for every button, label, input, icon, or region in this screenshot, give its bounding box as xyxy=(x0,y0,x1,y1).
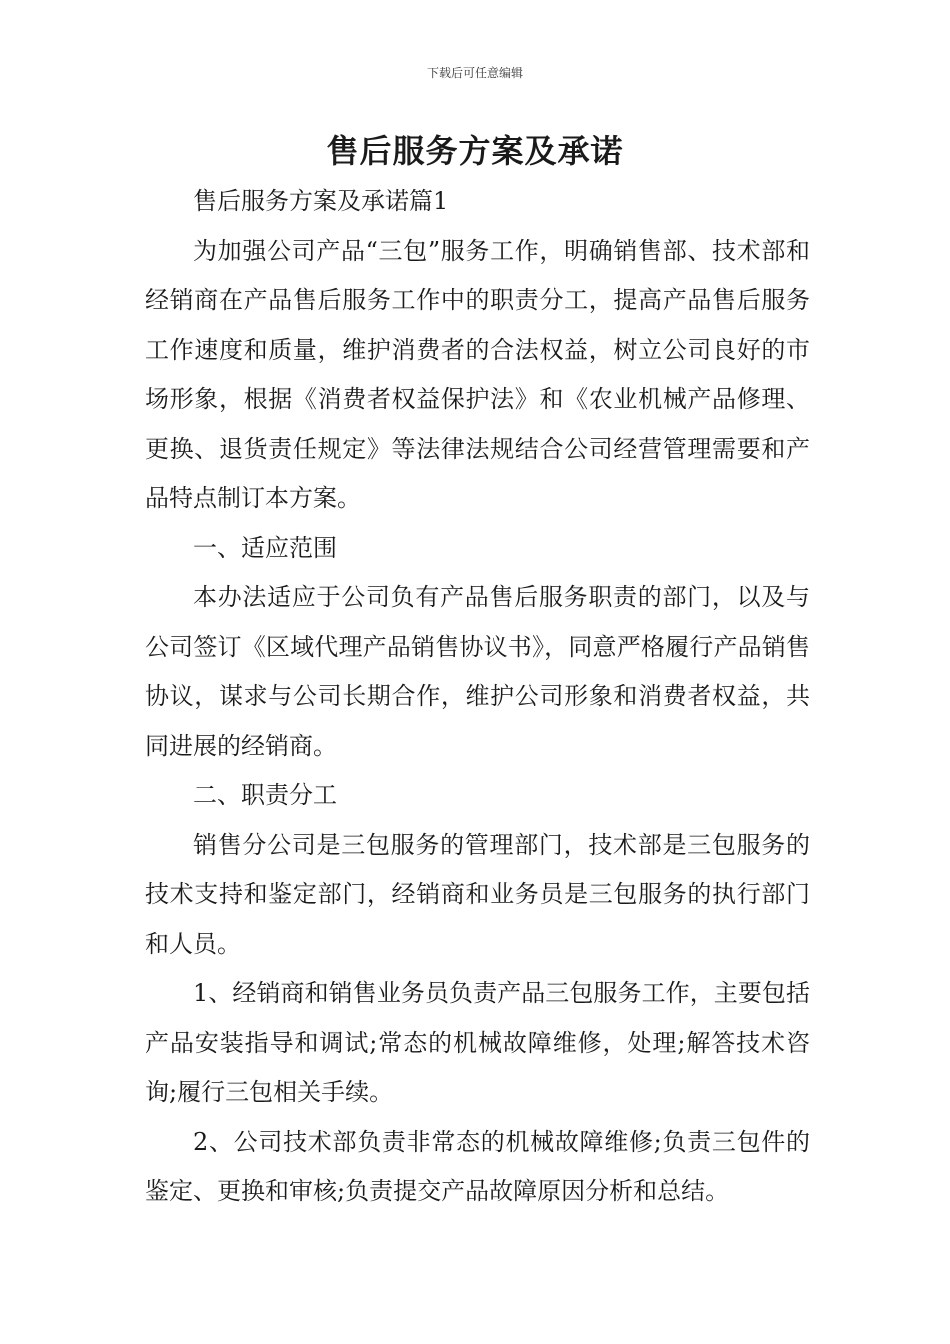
section-heading: 售后服务方案及承诺篇1 xyxy=(193,187,449,215)
paragraph: 本办法适应于公司负有产品售后服务职责的部门，以及与公司签订《区域代理产品销售协议书》，同意严格履行产品销售协议，谋求与公司长期合作，维护公司形象和消费者权益，共同进展的经销商。 xyxy=(145,583,810,760)
download-note: 下载后可任意编辑 xyxy=(426,66,523,80)
section-heading: 一、适应范围 xyxy=(193,533,337,562)
document-body xyxy=(145,177,810,1217)
paragraph: 为加强公司产品“三包”服务工作，明确销售部、技术部和经销商在产品售后服务工作中的职责分工，提高产品售后服务工作速度和质量，维护消费者的合法权益，树立公司良好的市场形象，根据《消费者权益保护法》和《农业机械产品修理、更换、退货责任规定》等法律法规结合公司经营管理需要和产品特点制订本方案。 xyxy=(145,236,810,512)
paragraph: 2、公司技术部负责非常态的机械故障维修;负责三包件的鉴定、更换和审核;负责提交产品故障原因分析和总结。 xyxy=(145,1127,810,1205)
document-title: 售后服务方案及承诺 xyxy=(326,132,624,170)
paragraph: 销售分公司是三包服务的管理部门，技术部是三包服务的技术支持和鉴定部门，经销商和业务员是三包服务的执行部门和人员。 xyxy=(145,830,810,958)
paragraph: 1、经销商和销售业务员负责产品三包服务工作，主要包括产品安装指导和调试;常态的机械故障维修，处理;解答技术咨询;履行三包相关手续。 xyxy=(145,979,810,1106)
section-heading: 二、职责分工 xyxy=(193,781,337,809)
